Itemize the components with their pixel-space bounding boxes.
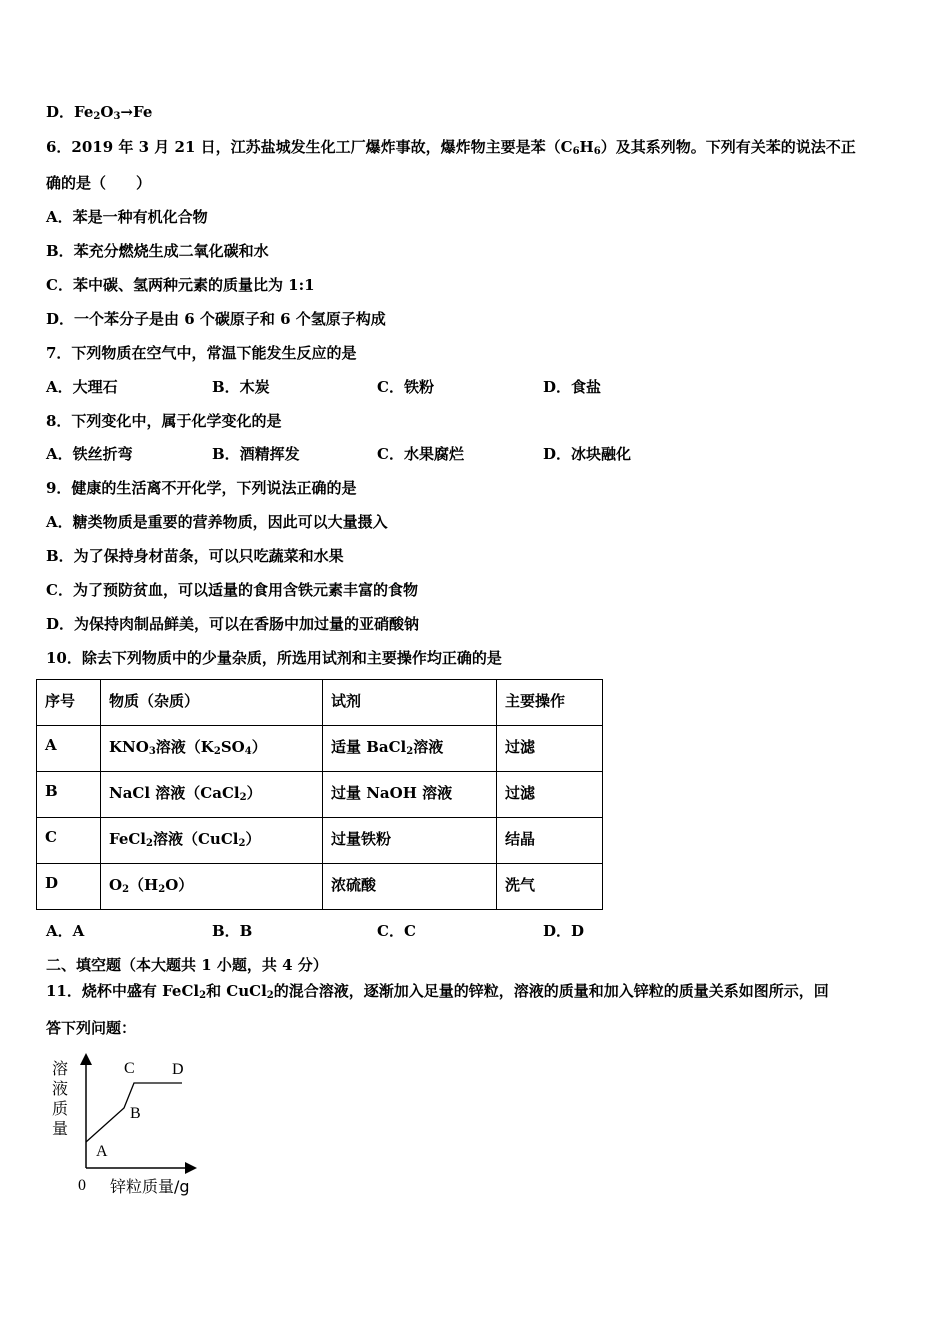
mass-graph: [40, 1050, 210, 1200]
x-axis-label: 锌粒质量/g: [110, 1177, 190, 1196]
q9-option-a: A．糖类物质是重要的营养物质，因此可以大量摄入: [46, 513, 388, 531]
table-cell-operation: 过滤: [497, 726, 603, 772]
q8-option-a: A．铁丝折弯: [46, 445, 133, 463]
q11-stem: 11．烧杯中盛有 FeCl$_2$和 CuCl$_2$的混合溶液，逐渐加入足量的锌粒，溶液的质量和加入锌粒的质量关系如图所示，回: [46, 982, 829, 1001]
table-cell-reagent: 适量 BaCl$_2$溶液: [323, 726, 497, 772]
point-label-a: A: [96, 1143, 108, 1160]
table-cell-substance: $KNO_3$溶液$(K_2SO_4)$: [101, 726, 323, 772]
table-row: [37, 772, 603, 818]
q10-option-c: C．C: [377, 922, 416, 940]
q6-option-d: D．一个苯分子是由 6 个碳原子和 6 个氢原子构成: [46, 310, 386, 328]
q6-stem: 6．2019 年 3 月 21 日，江苏盐城发生化工厂爆炸事故，爆炸物主要是苯$(C_6H_6)$及其系列物。下列有关苯的说法不正: [46, 138, 856, 157]
q8-option-c: C．水果腐烂: [377, 445, 464, 463]
q6-option-c: C．苯中碳、氢两种元素的质量比为 1:1: [46, 276, 315, 294]
table-cell-id: D: [37, 864, 101, 910]
q7-option-c: C．铁粉: [377, 378, 434, 396]
q9-stem: 9．健康的生活离不开化学，下列说法正确的是: [46, 479, 357, 497]
q11-stem-line2: 答下列问题：: [46, 1019, 137, 1037]
y-axis-label-char-2: 液: [52, 1079, 69, 1098]
header-cell: 试剂: [323, 680, 497, 726]
point-label-b: B: [130, 1105, 141, 1122]
q10-option-a: A．A: [46, 922, 85, 940]
table-row: [37, 818, 603, 864]
q6-option-b: B．苯充分燃烧生成二氧化碳和水: [46, 242, 269, 260]
header-cell: 物质（杂质）: [101, 680, 323, 726]
q9-option-d: D．为保持肉制品鲜美，可以在香肠中加过量的亚硝酸钠: [46, 615, 420, 633]
table-header-row: [37, 680, 603, 726]
q7-option-a: A．大理石: [46, 378, 118, 396]
y-axis-label-char-1: 溶: [52, 1059, 69, 1078]
y-axis-label-char-4: 量: [52, 1119, 69, 1138]
q10-stem: 10．除去下列物质中的少量杂质，所选用试剂和主要操作均正确的是: [46, 649, 502, 667]
table-row: [37, 864, 603, 910]
table-cell-reagent: 浓硫酸: [323, 864, 497, 910]
header-cell: 主要操作: [497, 680, 603, 726]
table-cell-id: B: [37, 772, 101, 818]
header-cell: 序号: [37, 680, 101, 726]
table-cell-operation: 过滤: [497, 772, 603, 818]
table-cell-reagent: 过量铁粉: [323, 818, 497, 864]
q7-stem: 7．下列物质在空气中，常温下能发生反应的是: [46, 344, 357, 362]
table-row: [37, 726, 603, 772]
q9-option-b: B．为了保持身材苗条，可以只吃蔬菜和水果: [46, 547, 344, 565]
table-cell-operation: 结晶: [497, 818, 603, 864]
table-cell-substance: $O_2(H_2O)$: [101, 864, 323, 910]
y-axis-label-char-3: 质: [52, 1099, 69, 1118]
q8-option-b: B．酒精挥发: [212, 445, 300, 463]
table-cell-substance: NaCl 溶液（CaCl$_2$）: [101, 772, 323, 818]
origin-label: 0: [78, 1177, 86, 1194]
q9-option-c: C．为了预防贫血，可以适量的食用含铁元素丰富的食物: [46, 581, 418, 599]
q7-option-b: B．木炭: [212, 378, 270, 396]
q5-option-d: D．$Fe_2O_3\to Fe$: [46, 103, 153, 122]
table-cell-id: C: [37, 818, 101, 864]
q8-stem: 8．下列变化中，属于化学变化的是: [46, 412, 282, 430]
q6-option-a: A．苯是一种有机化合物: [46, 208, 208, 226]
q6-stem-line2: 确的是（ ）: [46, 174, 152, 192]
q10-option-d: D．D: [543, 922, 585, 940]
q10-table: [36, 679, 603, 910]
point-label-d: D: [172, 1061, 184, 1078]
q7-option-d: D．食盐: [543, 378, 602, 396]
section-title: 二、填空题（本大题共 1 小题，共 4 分）: [46, 956, 328, 974]
table-cell-substance: FeCl$_2$溶液（CuCl$_2$）: [101, 818, 323, 864]
q8-option-d: D．冰块融化: [543, 445, 632, 463]
point-label-c: C: [124, 1060, 135, 1077]
table-cell-operation: 洗气: [497, 864, 603, 910]
table-cell-id: A: [37, 726, 101, 772]
table-cell-reagent: 过量 NaOH 溶液: [323, 772, 497, 818]
q10-option-b: B．B: [212, 922, 253, 940]
